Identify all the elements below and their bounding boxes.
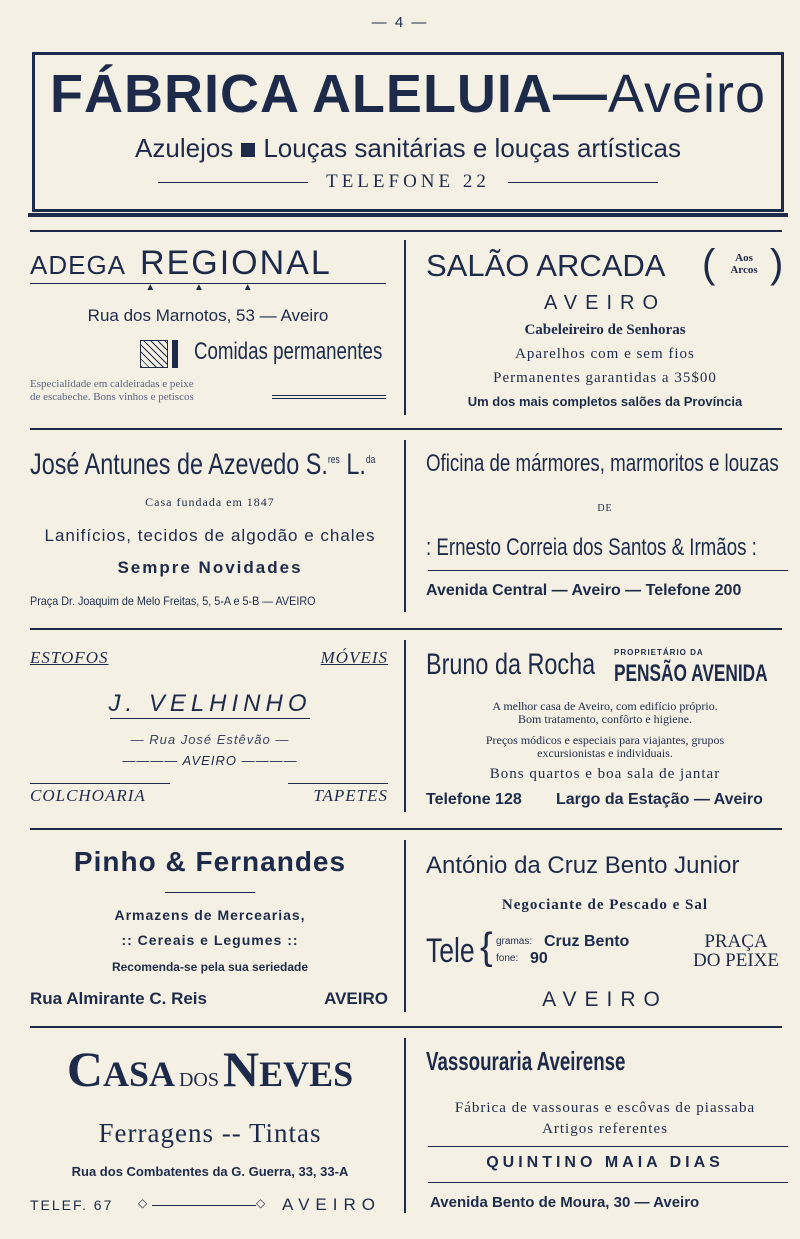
neves-name-asa: ASA <box>102 1054 175 1094</box>
pinho-line1: Armazens de Mercearias, <box>114 907 306 923</box>
neves-phone: TELEF. 67 <box>30 1197 114 1213</box>
adega-note-line2: de escabeche. Bons vinhos e petiscos <box>30 391 194 403</box>
salao-city: AVEIRO <box>543 292 667 314</box>
pinho-city: AVEIRO <box>324 989 388 1008</box>
adega-note <box>30 378 194 404</box>
square-bullet-icon <box>241 143 255 157</box>
ad-subtitle-left: Azulejos <box>135 133 234 163</box>
velhinho-street: Rua José Estêvão <box>149 732 271 747</box>
bruno-line1: A melhor casa de Aveiro, com edifício próprio. <box>492 699 718 713</box>
salao-line2: Permanentes garantidas a 35$00 <box>493 370 717 386</box>
pinho-name: Pinho & Fernandes <box>73 846 347 877</box>
vassouraria-line1: Fábrica de vassouras e escôvas de piassaba <box>454 1100 756 1116</box>
ad-title-city: Aveiro <box>607 64 767 124</box>
bruno-line3: Preços módicos e especiais para viajantes, grupos <box>485 733 725 747</box>
adega-name-small: ADEGA <box>30 250 127 280</box>
divider <box>288 783 388 784</box>
pinho-line2: :: Cereais e Legumes :: <box>121 932 299 948</box>
salao-service: Cabeleireiro de Senhoras <box>524 322 686 338</box>
divider <box>165 892 255 893</box>
bento-city: AVEIRO <box>542 988 668 1011</box>
divider <box>404 240 406 415</box>
oficina-owner: : Ernesto Correia dos Santos & Irmãos : <box>426 534 757 561</box>
divider <box>30 783 170 784</box>
divider <box>30 230 782 232</box>
salao-line3: Um dos mais completos salões da Província <box>467 394 743 409</box>
ad-phone: TELEFONE 22 <box>326 171 490 192</box>
neves-city: AVEIRO <box>282 1195 381 1214</box>
divider <box>508 182 658 183</box>
adega-slogan: Comidas permanentes <box>194 338 383 365</box>
antunes-sup1: res <box>327 454 340 466</box>
bar-icon <box>172 340 178 368</box>
neves-address: Rua dos Combatentes da G. Guerra, 33, 33-A <box>71 1164 349 1179</box>
ad-title-dash: — <box>552 64 608 124</box>
adega-name-big: REGIONAL <box>140 244 332 282</box>
vassouraria-address: Avenida Bento de Moura, 30 — Aveiro <box>430 1194 700 1211</box>
bruno-line4: excursionistas e individuais. <box>537 746 673 760</box>
velhinho-bottom-right: TAPETES <box>313 786 388 805</box>
oficina-title: Oficina de mármores, marmoritos e louzas <box>426 450 779 477</box>
bruno-line2: Bom tratamento, confôrto e higiene. <box>518 712 692 726</box>
diamond-icon: ◇ <box>256 1196 266 1210</box>
velhinho-top-left: ESTOFOS <box>30 648 109 667</box>
vassouraria-name: Vassouraria Aveirense <box>426 1046 626 1076</box>
antunes-name-main: José Antunes de Azevedo S. <box>30 448 328 481</box>
decor-icon <box>140 340 168 368</box>
neves-name-n: N <box>223 1041 260 1097</box>
velhinho-top-right: MÓVEIS <box>320 648 388 667</box>
neves-name-eves: EVES <box>259 1054 354 1094</box>
vassouraria-line2: Artigos referentes <box>542 1121 668 1137</box>
divider <box>110 718 310 719</box>
divider <box>30 628 782 630</box>
pinho-line3: Recomenda-se pela sua seriedade <box>111 960 309 974</box>
adega-arrows: ▲ ▲ ▲ <box>145 282 271 293</box>
ad-phone-row <box>35 171 781 193</box>
divider <box>30 428 782 430</box>
paren-open: ( <box>702 242 716 286</box>
neves-name <box>30 1040 390 1098</box>
antunes-products: Lanifícios, tecidos de algodão e chales <box>44 526 376 545</box>
divider <box>404 1038 406 1213</box>
velhinho-bottom-left: COLCHOARIA <box>30 786 146 805</box>
antunes-slogan: Sempre Novidades <box>117 558 303 577</box>
bento-fone-label: fone: <box>496 953 519 964</box>
bento-praca <box>676 932 796 970</box>
bento-praca1: PRAÇA <box>704 931 768 952</box>
fabrica-aleluia-ad <box>32 52 784 212</box>
bruno-address: Largo da Estação — Aveiro <box>556 791 763 808</box>
ad-subtitle-right: Louças sanitárias e louças artísticas <box>263 133 681 163</box>
salao-name: SALÃO ARCADA <box>426 248 666 283</box>
velhinho-name: J. VELHINHO <box>108 690 312 717</box>
neves-name-dos: DOS <box>178 1069 219 1091</box>
brace-icon: { <box>480 926 493 968</box>
velhinho-city: AVEIRO <box>182 753 237 768</box>
antunes-address: Praça Dr. Joaquim de Melo Freitas, 5, 5-A e 5-B — AVEIRO <box>30 594 316 608</box>
bruno-name: Bruno da Rocha <box>426 648 596 681</box>
divider <box>30 828 782 830</box>
bruno-phone: Telefone 128 <box>426 791 522 808</box>
paren-close: ) <box>770 242 784 286</box>
bruno-pensao: PENSÃO AVENIDA <box>614 660 768 687</box>
pinho-street: Rua Almirante C. Reis <box>30 989 207 1008</box>
vassouraria-owner: QUINTINO MAIA DIAS <box>486 1154 724 1171</box>
antunes-name-mid: L. <box>339 448 366 481</box>
salao-line1: Aparelhos com e sem fios <box>515 346 695 362</box>
divider <box>30 1026 782 1028</box>
salao-paren-line1: Aos <box>735 252 753 264</box>
antunes-name <box>30 448 473 482</box>
bento-praca2: DO PEIXE <box>692 950 780 971</box>
bento-tele: Tele <box>426 932 475 970</box>
adega-name <box>30 244 390 283</box>
bento-trade: Negociante de Pescado e Sal <box>501 897 709 913</box>
velhinho-street-row: — Rua José Estêvão — <box>130 732 290 747</box>
divider <box>428 1146 788 1147</box>
ad-subtitle <box>35 133 781 164</box>
divider <box>152 1205 256 1206</box>
adega-address: Rua dos Marnotos, 53 — Aveiro <box>87 306 329 325</box>
velhinho-city-row: ———— AVEIRO ———— <box>122 753 298 768</box>
adega-note-line1: Especialidade em caldeiradas e peixe <box>30 378 194 390</box>
page-number: — 4 — <box>371 14 429 31</box>
bento-name: António da Cruz Bento Junior <box>426 852 740 879</box>
divider <box>404 640 406 812</box>
diamond-icon: ◇ <box>138 1196 148 1210</box>
oficina-address: Avenida Central — Aveiro — Telefone 200 <box>426 582 742 599</box>
divider <box>428 1182 788 1183</box>
salao-paren-line2: Arcos <box>730 264 758 276</box>
neves-goods: Ferragens -- Tintas <box>98 1118 322 1148</box>
bruno-prop: PROPRIETÁRIO DA <box>614 648 704 657</box>
salao-paren-text <box>716 252 772 276</box>
divider <box>272 395 386 399</box>
bento-gramas-value: Cruz Bento <box>544 933 630 950</box>
divider <box>404 840 406 1012</box>
neves-name-c: C <box>66 1041 103 1097</box>
bento-fone-value: 90 <box>530 950 548 967</box>
divider <box>158 182 308 183</box>
bruno-line5: Bons quartos e boa sala de jantar <box>489 766 721 782</box>
antunes-founded: Casa fundada em 1847 <box>145 495 275 509</box>
ad-title <box>35 63 781 125</box>
oficina-de: DE <box>597 503 613 514</box>
divider <box>428 570 788 571</box>
antunes-sup2: da <box>365 454 376 466</box>
ad-title-main: FÁBRICA ALELUIA <box>49 64 553 124</box>
bento-gramas-label: gramas: <box>496 936 533 947</box>
